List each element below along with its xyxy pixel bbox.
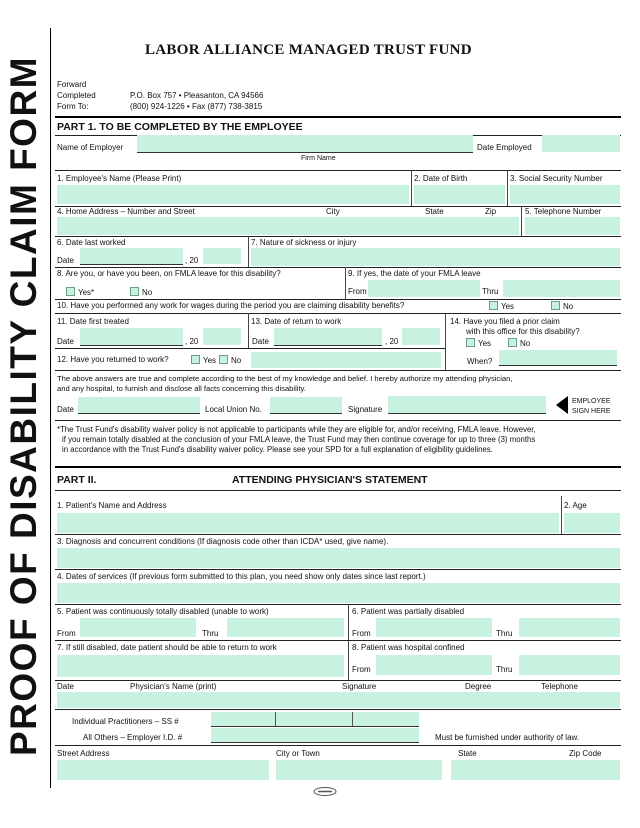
employer-name-field[interactable] <box>137 135 473 152</box>
q12-no-checkbox[interactable]: No <box>219 355 241 366</box>
city-town-label: City or Town <box>276 749 320 758</box>
fmla-thru-field[interactable] <box>503 280 620 297</box>
total-disability-thru-field[interactable] <box>227 618 344 637</box>
dates-of-services-field[interactable] <box>57 583 620 603</box>
q8-label: 8. Are you, or have you been, on FMLA leave for this disability? <box>57 269 281 278</box>
zip-label: Zip <box>485 207 497 216</box>
q14-label-2: with this office for this disability? <box>466 327 580 336</box>
q4-label: 4. Home Address – Number and Street <box>57 207 195 216</box>
p2-q1-label: 1. Patient's Name and Address <box>57 501 167 510</box>
q1-label: 1. Employee's Name (Please Print) <box>57 174 182 183</box>
q6-label: 6. Date last worked <box>57 238 126 247</box>
physician-info-field[interactable] <box>57 692 620 708</box>
ssn-field[interactable] <box>510 185 620 204</box>
p2-q6-thru-label: Thru <box>496 629 513 638</box>
q10-label: 10. Have you performed any work for wages during the period you are claiming disability benefits? <box>57 301 405 310</box>
p2-q8-from-label: From <box>352 665 371 674</box>
fmla-from-field[interactable] <box>368 280 480 297</box>
individual-ss-label: Individual Practitioners – SS # <box>72 717 179 726</box>
employee-signature-field[interactable] <box>388 396 546 413</box>
when-label: When? <box>467 357 493 366</box>
p2-q2-label: 2. Age <box>564 501 587 510</box>
p2-q8-label: 8. Patient was hospital confined <box>352 643 465 652</box>
state-label: State <box>425 207 444 216</box>
part2-title-left: PART II. <box>57 474 97 486</box>
employer-id-field[interactable] <box>211 728 419 742</box>
part2-title: ATTENDING PHYSICIAN'S STATEMENT <box>232 474 428 486</box>
q8-no-checkbox[interactable]: No <box>130 287 152 298</box>
p2-q4-label: 4. Dates of services (If previous form submitted to this plan, you need show only dates since last report.) <box>57 572 426 581</box>
diagnosis-field[interactable] <box>57 548 620 568</box>
city-town-field[interactable] <box>276 760 442 780</box>
q3-label: 3. Social Security Number <box>510 174 603 183</box>
return-to-work-date-field[interactable] <box>274 328 382 345</box>
side-divider <box>50 28 51 788</box>
p2-q6-label: 6. Patient was partially disabled <box>352 607 465 616</box>
p2-q6-from-label: From <box>352 629 371 638</box>
employee-name-field[interactable] <box>57 185 409 204</box>
sign-date-label: Date <box>57 405 74 414</box>
partial-disability-thru-field[interactable] <box>519 618 620 637</box>
mailing-address: P.O. Box 757 • Pleasanton, CA 94566 <box>130 91 264 100</box>
telephone-field[interactable] <box>525 217 620 235</box>
q9-label: 9. If yes, the date of your FMLA leave <box>348 269 481 278</box>
q9-thru-label: Thru <box>482 287 499 296</box>
q2-label: 2. Date of Birth <box>414 174 468 183</box>
q11-year-label: , 20 <box>185 337 199 346</box>
p2-q5-thru-label: Thru <box>202 629 219 638</box>
q8-yes-checkbox[interactable]: Yes* <box>66 287 94 298</box>
forward-label-3: Form To: <box>57 102 89 111</box>
q7-label: 7. Nature of sickness or injury <box>251 238 357 247</box>
sign-here-arrow-icon <box>556 396 568 414</box>
date-employed-field[interactable] <box>542 135 620 152</box>
p2-q5-label: 5. Patient was continuously totally disabled (unable to work) <box>57 607 269 616</box>
physician-signature-label: Signature <box>342 682 377 691</box>
q12-answer-field[interactable] <box>251 352 441 368</box>
q14-yes-checkbox[interactable]: Yes <box>466 338 491 349</box>
p2-q5-from-text: From <box>57 629 76 638</box>
physician-name-label: Physician's Name (print) <box>130 682 217 691</box>
q13-date-label: Date <box>252 337 269 346</box>
authority-note: Must be furnished under authority of law. <box>435 733 580 742</box>
side-title: PROOF OF DISABILITY CLAIM FORM <box>3 55 44 757</box>
sign-date-field[interactable] <box>78 397 200 413</box>
q13-label: 13. Date of return to work <box>251 317 342 326</box>
hospital-from-field[interactable] <box>376 655 492 675</box>
org-title: LABOR ALLIANCE MANAGED TRUST FUND <box>145 42 472 58</box>
partial-disability-from-field[interactable] <box>376 618 492 637</box>
fmla-note-3: in accordance with the Trust Fund's disability waiver policy. Please see your SPD for a full explanation of eligibility guidelines. <box>62 445 493 454</box>
part1-title: PART 1. TO BE COMPLETED BY THE EMPLOYEE <box>57 121 303 133</box>
total-disability-from-field[interactable] <box>80 618 196 637</box>
ss-number-field[interactable] <box>211 712 419 726</box>
q12-label: 12. Have you returned to work? <box>57 355 169 364</box>
name-of-employer-label: Name of Employer <box>57 143 124 152</box>
q14-label-1: 14. Have you filed a prior claim <box>450 317 560 326</box>
date-last-worked-field[interactable] <box>80 248 183 264</box>
degree-label: Degree <box>465 682 492 691</box>
authorization-text-2: and any hospital, to furnish and disclose all facts concerning this disability. <box>57 384 306 393</box>
p2-q8-thru-label: Thru <box>496 665 513 674</box>
date-of-birth-field[interactable] <box>414 185 505 204</box>
state-field[interactable] <box>451 760 620 780</box>
patient-age-field[interactable] <box>564 513 620 533</box>
date-first-treated-field[interactable] <box>80 328 183 345</box>
street-address-field[interactable] <box>57 760 269 780</box>
local-union-field[interactable] <box>270 397 342 413</box>
employee-label: EMPLOYEE <box>572 398 611 405</box>
q5-label: 5. Telephone Number <box>525 207 602 216</box>
return-to-work-estimate-field[interactable] <box>57 655 344 677</box>
zip-code-label: Zip Code <box>569 749 602 758</box>
phone-fax: (800) 924-1226 • Fax (877) 738-3815 <box>130 102 263 111</box>
signature-label: Signature <box>348 405 383 414</box>
street-address-label: Street Address <box>57 749 110 758</box>
union-label-icon <box>313 787 337 796</box>
prior-claim-when-field[interactable] <box>499 350 617 365</box>
nature-of-injury-field[interactable] <box>251 248 620 266</box>
local-union-label: Local Union No. <box>205 405 262 414</box>
home-address-field[interactable] <box>57 217 519 235</box>
q10-yes-checkbox[interactable]: Yes <box>489 301 514 312</box>
city-label: City <box>326 207 340 216</box>
return-to-work-year-field[interactable] <box>402 328 440 345</box>
patient-name-address-field[interactable] <box>57 513 559 533</box>
year-first-treated-field[interactable] <box>203 328 241 345</box>
q6-date-label: Date <box>57 256 74 265</box>
forward-label-2: Completed <box>57 91 96 100</box>
fmla-note-1: *The Trust Fund's disability waiver policy is not applicable to participants while they are eligible for, and/or receiving, FMLA leave. However, <box>57 425 536 434</box>
firm-name-label: Firm Name <box>301 155 336 162</box>
authorization-text-1: The above answers are true and complete according to the best of my knowledge and belief. I hereby authorize my attending physician, <box>57 374 513 383</box>
q11-label: 11. Date first treated <box>57 317 129 326</box>
hospital-thru-field[interactable] <box>519 655 620 675</box>
date-employed-label: Date Employed <box>477 143 532 152</box>
q14-no-checkbox[interactable]: No <box>508 338 530 349</box>
employer-id-label: All Others – Employer I.D. # <box>83 733 183 742</box>
q12-yes-checkbox[interactable]: Yes <box>191 355 216 366</box>
p2-q3-label: 3. Diagnosis and concurrent conditions (If diagnosis code other than ICDA* used, give name). <box>57 537 389 546</box>
physician-date-label: Date <box>57 682 74 691</box>
q10-no-checkbox[interactable]: No <box>551 301 573 312</box>
telephone-label: Telephone <box>541 682 578 691</box>
q11-date-label: Date <box>57 337 74 346</box>
q6-year-label: , 20 <box>185 256 199 265</box>
sign-here-label: SIGN HERE <box>572 408 611 415</box>
fmla-note-2: if you remain totally disabled at the conclusion of your FMLA leave, the Trust Fund may then continue coverage for up to three (3) months <box>62 435 536 444</box>
p2-q7-label: 7. If still disabled, date patient should be able to return to work <box>57 643 277 652</box>
address-state-label: State <box>458 749 477 758</box>
forward-label-1: Forward <box>57 80 87 89</box>
q13-year-label: , 20 <box>385 337 399 346</box>
year-last-worked-field[interactable] <box>203 248 241 264</box>
q9-from-label: From <box>348 287 367 296</box>
